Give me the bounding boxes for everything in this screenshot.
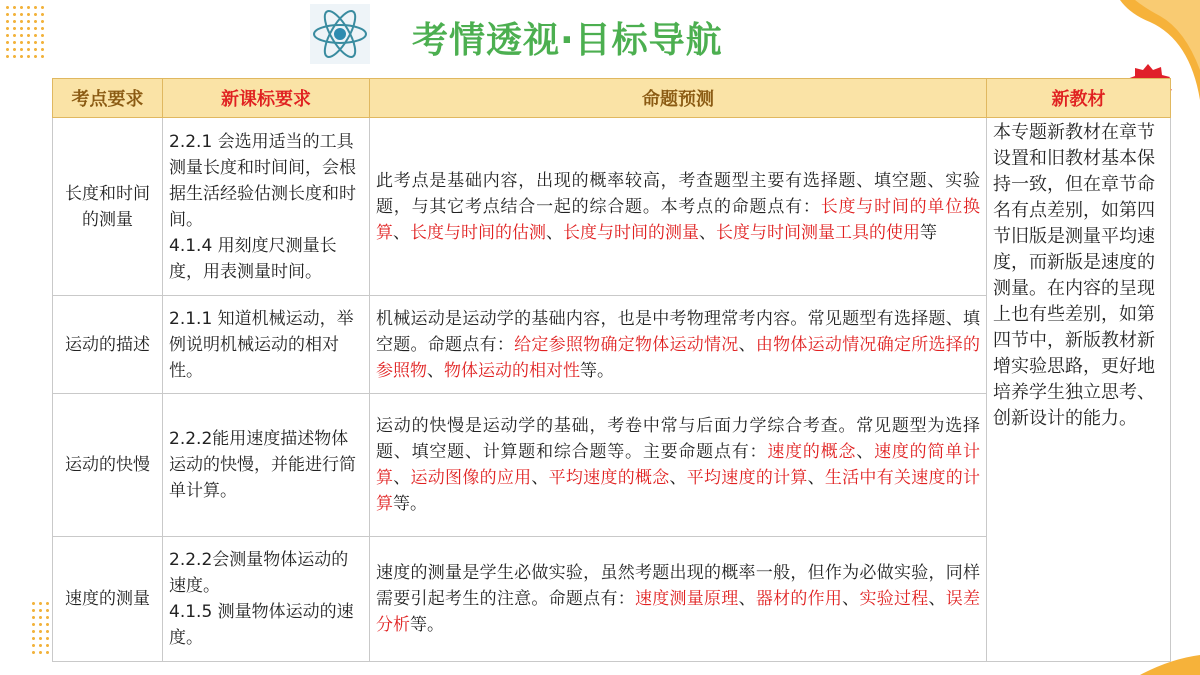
highlight-text: 生活中有关速度的计算 bbox=[376, 468, 981, 514]
header-new-textbook: 新教材 bbox=[987, 79, 1171, 118]
highlight-text: 实验过程 bbox=[859, 589, 929, 609]
atom-icon bbox=[310, 4, 370, 64]
prediction-text: 、 bbox=[531, 468, 549, 488]
topic-cell: 运动的快慢 bbox=[53, 394, 163, 537]
prediction-text: 、 bbox=[546, 222, 563, 243]
highlight-text: 物体运动的相对性 bbox=[444, 360, 580, 381]
standard-line: 4.1.5 测量物体运动的速度。 bbox=[169, 602, 354, 648]
prediction-text: 、 bbox=[669, 468, 687, 488]
standard-cell bbox=[163, 394, 370, 537]
prediction-text: 机械运动是运动学的基础内容，也是中考物理常考内容。常见题型有选择题、填空题。命题点有： bbox=[376, 308, 980, 355]
prediction-text: 、 bbox=[856, 442, 875, 462]
highlight-text: 给定参照物确定物体运动情况 bbox=[514, 334, 739, 355]
table-row bbox=[53, 118, 1171, 296]
prediction-text: 、 bbox=[807, 468, 825, 488]
highlight-text: 长度与时间测量工具的使用 bbox=[716, 222, 920, 243]
prediction-text: 运动的快慢是运动学的基础，考卷中常与后面力学综合考查。常见题型为选择题、填空题、计算题和综合题等。主要命题点有： bbox=[376, 416, 980, 462]
prediction-cell bbox=[370, 394, 987, 537]
exam-analysis-table bbox=[52, 78, 1171, 662]
prediction-text: 等。 bbox=[410, 615, 444, 635]
prediction-text: 等。 bbox=[580, 360, 614, 381]
prediction-text: 、 bbox=[427, 360, 444, 381]
prediction-cell bbox=[370, 537, 987, 662]
prediction-text: 、 bbox=[738, 589, 756, 609]
topic-cell: 运动的描述 bbox=[53, 296, 163, 394]
standard-cell bbox=[163, 296, 370, 394]
header-new-standard: 新课标要求 bbox=[163, 79, 370, 118]
highlight-text: 器材的作用 bbox=[755, 589, 843, 609]
topic-cell: 速度的测量 bbox=[53, 537, 163, 662]
standard-line: 2.2.1 会选用适当的工具测量长度和时间间，会根据生活经验估测长度和时间。 bbox=[169, 131, 356, 230]
prediction-text: 、 bbox=[842, 589, 860, 609]
prediction-text: 、 bbox=[393, 468, 411, 488]
standard-cell bbox=[163, 537, 370, 662]
prediction-text: 等 bbox=[920, 222, 937, 243]
prediction-text: 、 bbox=[699, 222, 716, 243]
standard-line: 4.1.4 用刻度尺测量长度，用表测量时间。 bbox=[169, 235, 337, 282]
standard-cell bbox=[163, 118, 370, 296]
decorative-dots-bottom-left bbox=[30, 600, 52, 654]
new-textbook-cell: 本专题新教材在章节设置和旧教材基本保持一致，但在章节命名有点差别，如第四节旧版是测量平均速度，而新版是速度的测量。在内容的呈现上也有些差别，如第四节中，新版教材新增实验思路，更好地培养学生独立思考、创新设计的能力。 bbox=[987, 118, 1171, 662]
prediction-text: 、 bbox=[393, 222, 410, 243]
standard-line: 2.1.1 知道机械运动，举例说明机械运动的相对性。 bbox=[169, 308, 354, 381]
prediction-cell bbox=[370, 296, 987, 394]
header-exam-point: 考点要求 bbox=[53, 79, 163, 118]
page-title: 考情透视·目标导航 bbox=[412, 20, 723, 61]
highlight-text: 速度的概念 bbox=[767, 442, 857, 462]
highlight-text: 长度与时间的测量 bbox=[563, 222, 699, 243]
highlight-text: 运动图像的应用 bbox=[410, 468, 532, 488]
prediction-text: 、 bbox=[928, 589, 946, 609]
highlight-text: 误差分析 bbox=[376, 589, 981, 635]
highlight-text: 长度与时间的单位换算 bbox=[376, 196, 981, 243]
standard-line: 2.2.2能用速度描述物体运动的快慢，并能进行简单计算。 bbox=[169, 429, 356, 501]
highlight-text: 由物体运动情况确定所选择的参照物 bbox=[376, 334, 981, 381]
highlight-text: 平均速度的概念 bbox=[548, 468, 670, 488]
topic-cell: 长度和时间的测量 bbox=[53, 118, 163, 296]
highlight-text: 速度测量原理 bbox=[634, 589, 739, 609]
prediction-text: 此考点是基础内容，出现的概率较高，考查题型主要有选择题、填空题、实验题，与其它考点结合一起的综合题。本考点的命题点有： bbox=[376, 170, 980, 217]
prediction-text: 、 bbox=[738, 334, 756, 355]
prediction-text: 等。 bbox=[393, 494, 427, 514]
highlight-text: 速度的简单计算 bbox=[376, 442, 981, 488]
prediction-cell bbox=[370, 118, 987, 296]
decorative-dots-top-left bbox=[4, 4, 44, 60]
highlight-text: 平均速度的计算 bbox=[686, 468, 808, 488]
highlight-text: 长度与时间的估测 bbox=[410, 222, 546, 243]
header-prediction: 命题预测 bbox=[370, 79, 987, 118]
table-header-row bbox=[53, 79, 1171, 118]
standard-line: 2.2.2会测量物体运动的速度。 bbox=[169, 550, 349, 596]
prediction-text: 速度的测量是学生必做实验，虽然考题出现的概率一般，但作为必做实验，同样需要引起考生的注意。命题点有： bbox=[376, 563, 980, 609]
